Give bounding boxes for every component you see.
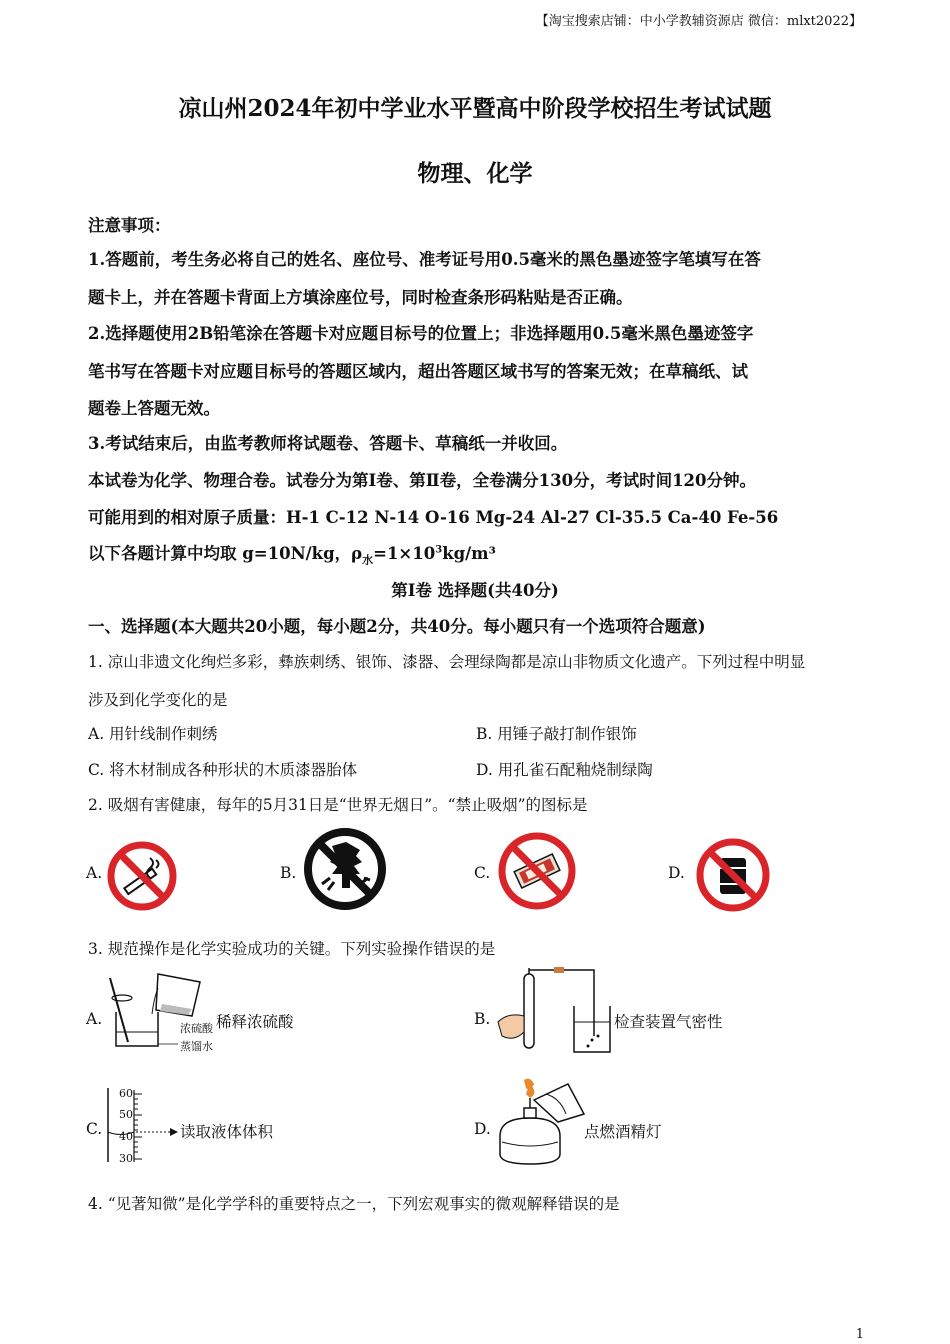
graduated-cylinder-icon bbox=[104, 1084, 180, 1164]
exam-subtitle: 物理、化学 bbox=[417, 160, 533, 187]
q2-label-d: D. bbox=[668, 864, 685, 882]
no-fireworks-icon bbox=[302, 826, 388, 912]
q2-label-c: C. bbox=[474, 864, 491, 882]
notice-line: 题卷上答题无效。 bbox=[88, 399, 220, 418]
cylinder-tick-30: 30 bbox=[119, 1152, 133, 1165]
page-number: 1 bbox=[855, 1327, 864, 1342]
notice-line: 题卡上，并在答题卡背面上方填涂座位号，同时检查条形码粘贴是否正确。 bbox=[88, 288, 633, 307]
q3-label-a: A. bbox=[86, 1010, 103, 1028]
q3-stem: 3. 规范操作是化学实验成功的关键。下列实验操作错误的是 bbox=[88, 940, 496, 958]
exam-title: 凉山州2024年初中学业水平暨高中阶段学校招生考试试题 bbox=[178, 95, 772, 122]
atomic-mass-line: 可能用到的相对原子质量：H-1 C-12 N-14 O-16 Mg-24 Al-27 Cl-35.5 Ca-40 Fe-56 bbox=[88, 508, 779, 527]
header-note: 【淘宝搜索店铺：中小学教辅资源店 微信：mlxt2022】 bbox=[535, 14, 862, 29]
cylinder-tick-40: 40 bbox=[119, 1130, 133, 1143]
q3-option-d-text: 点燃酒精灯 bbox=[584, 1123, 662, 1141]
notice-line: 笔书写在答题卡对应题目标号的答题区域内，超出答题区域书写的答案无效；在草稿纸、试 bbox=[88, 362, 748, 381]
notice-heading: 注意事项： bbox=[88, 216, 171, 235]
q3-option-b-text: 检查装置气密性 bbox=[614, 1013, 723, 1031]
q1-option-b: B. 用锤子敲打制作银饰 bbox=[476, 725, 637, 743]
q3-label-d: D. bbox=[474, 1120, 491, 1138]
constants-prefix: 以下各题计算中均取 g=10N/kg，ρ bbox=[88, 544, 363, 563]
constants-sub: 水 bbox=[362, 553, 374, 567]
q2-stem: 2. 吸烟有害健康，每年的5月31日是“世界无烟日”。“禁止吸烟”的图标是 bbox=[88, 796, 588, 814]
q1-stem-line2: 涉及到化学变化的是 bbox=[88, 691, 228, 709]
q3-a-label-water: 蒸馏水 bbox=[180, 1040, 213, 1053]
q1-stem-line1: 1. 凉山非遗文化绚烂多彩，彝族刺绣、银饰、漆器、会理绿陶都是凉山非物质文化遗产。下列过程中明显 bbox=[88, 653, 806, 671]
no-flammables-barrel-icon bbox=[694, 836, 772, 914]
airtightness-check-apparatus-icon bbox=[494, 966, 612, 1056]
q2-label-a: A. bbox=[86, 864, 103, 882]
cylinder-tick-50: 50 bbox=[119, 1108, 133, 1121]
alcohol-lamp-icon bbox=[494, 1076, 586, 1168]
exam-info-line: 本试卷为化学、物理合卷。试卷分为第I卷、第Ⅱ卷，全卷满分130分，考试时间120分钟。 bbox=[88, 471, 757, 490]
no-matches-icon bbox=[496, 830, 578, 912]
constants-sup: 3 bbox=[435, 544, 443, 556]
notice-line: 1.答题前，考生务必将自己的姓名、座位号、准考证号用0.5毫米的黑色墨迹签字笔填写在答 bbox=[88, 250, 761, 269]
constants-line bbox=[88, 540, 496, 567]
q1-option-d: D. 用孔雀石配釉烧制绿陶 bbox=[476, 761, 653, 779]
q4-stem: 4. “见著知微”是化学学科的重要特点之一，下列宏观事实的微观解释错误的是 bbox=[88, 1195, 620, 1213]
cylinder-tick-60: 60 bbox=[119, 1087, 133, 1100]
q3-option-c-text: 读取液体体积 bbox=[180, 1123, 274, 1141]
q3-option-a-text: 稀释浓硫酸 bbox=[216, 1013, 294, 1031]
notice-line: 2.选择题使用2B铅笔涂在答题卡对应题目标号的位置上；非选择题用0.5毫米黑色墨迹签字 bbox=[88, 324, 754, 343]
no-smoking-cigarette-icon bbox=[106, 840, 178, 912]
q3-a-label-acid: 浓硫酸 bbox=[180, 1022, 213, 1035]
q1-option-a: A. 用针线制作刺绣 bbox=[88, 725, 218, 743]
section-title: 第I卷 选择题(共40分) bbox=[391, 581, 559, 600]
notice-line: 3.考试结束后，由监考教师将试题卷、答题卡、草稿纸一并收回。 bbox=[88, 434, 568, 453]
q3-label-c: C. bbox=[86, 1120, 103, 1138]
constants-mid: =1×10 bbox=[373, 544, 436, 563]
q1-option-c: C. 将木材制成各种形状的木质漆器胎体 bbox=[88, 761, 358, 779]
constants-suffix: kg/m³ bbox=[442, 544, 496, 563]
part-title: 一、选择题(本大题共20小题，每小题2分，共40分。每小题只有一个选项符合题意) bbox=[88, 617, 706, 636]
q3-label-b: B. bbox=[474, 1010, 491, 1028]
q2-label-b: B. bbox=[280, 864, 297, 882]
